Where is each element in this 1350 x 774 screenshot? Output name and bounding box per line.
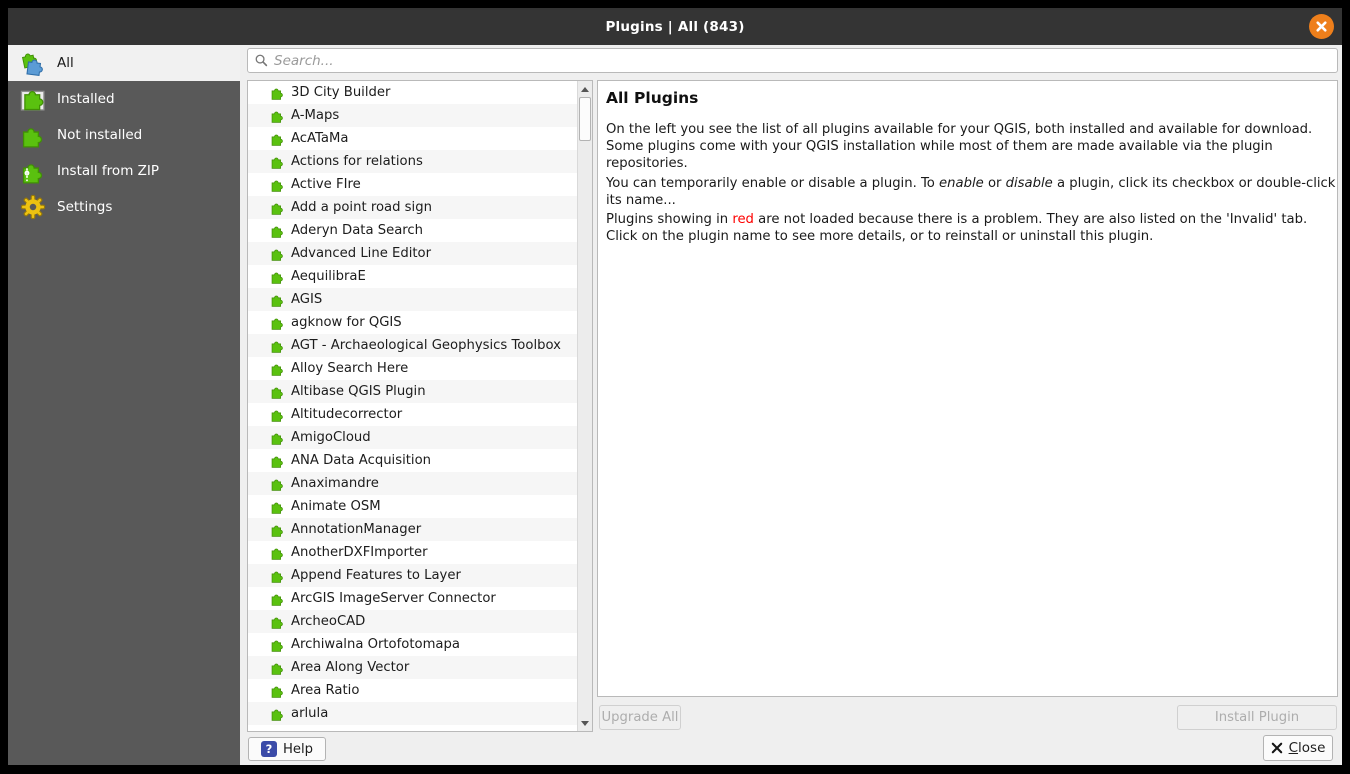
plugin-puzzle-icon [270, 246, 285, 261]
plugin-list-item[interactable] [248, 472, 577, 495]
plugin-puzzle-icon [270, 499, 285, 514]
plugin-list-item[interactable] [248, 127, 577, 150]
description-line: Some plugins come with your QGIS installation while most of them are made available via the plugin [606, 139, 1273, 155]
plugin-name: AnnotationManager [291, 522, 422, 537]
plugin-list-item[interactable] [248, 610, 577, 633]
plugins-dialog-window [8, 8, 1342, 765]
plugin-list-item[interactable] [248, 679, 577, 702]
plugin-list-item[interactable] [248, 357, 577, 380]
close-button[interactable] [1263, 735, 1333, 761]
plugin-name: arlula [291, 706, 329, 721]
close-x-glyph [1315, 20, 1328, 33]
plugin-name: AnotherDXFImporter [291, 545, 428, 560]
window-close-icon[interactable] [1309, 14, 1334, 39]
description-line: Click on the plugin name to see more details, or to reinstall or uninstall this plugin. [606, 229, 1154, 245]
plugin-puzzle-icon [270, 131, 285, 146]
plugin-name: AmigoCloud [291, 430, 371, 445]
plugin-puzzle-icon [270, 660, 285, 675]
plugin-puzzle-icon [270, 223, 285, 238]
plugin-name: A-Maps [291, 108, 340, 123]
plugin-list-item[interactable] [248, 587, 577, 610]
plugin-puzzle-icon [270, 591, 285, 606]
sidebar-item-settings[interactable] [8, 189, 240, 225]
plugin-puzzle-icon [270, 545, 285, 560]
plugin-list [247, 80, 593, 732]
plugin-name: Active FIre [291, 177, 361, 192]
plugin-puzzle-icon [270, 683, 285, 698]
plugin-list-item[interactable] [248, 449, 577, 472]
plugin-puzzle-icon [270, 177, 285, 192]
plugin-name: Animate OSM [291, 499, 381, 514]
plugin-list-item[interactable] [248, 265, 577, 288]
plugin-name: AGIS [291, 292, 323, 307]
plugin-name: Anaximandre [291, 476, 379, 491]
sidebar-item-not-installed[interactable] [8, 117, 240, 153]
plugin-list-item[interactable] [248, 380, 577, 403]
plugin-detail-panel [597, 80, 1338, 697]
description-line: its name... [606, 192, 676, 208]
plugin-description [606, 121, 1336, 245]
plugin-name: Area Ratio [291, 683, 360, 698]
plugin-list-item[interactable] [248, 81, 577, 104]
plugin-list-item[interactable] [248, 173, 577, 196]
plugin-list-item[interactable] [248, 426, 577, 449]
sidebar-item-label: Install from ZIP [57, 163, 160, 179]
install-plugin-label: Install Plugin [1214, 710, 1300, 725]
plugin-puzzle-icon [270, 614, 285, 629]
sidebar-item-label: Installed [57, 91, 115, 107]
plugin-list-item[interactable] [248, 633, 577, 656]
description-line: On the left you see the list of all plugins available for your QGIS, both installed and available for download. [606, 122, 1313, 137]
titlebar[interactable] [8, 8, 1342, 45]
plugin-list-item[interactable] [248, 495, 577, 518]
plugin-list-item[interactable] [248, 656, 577, 679]
plugin-name: AGT - Archaeological Geophysics Toolbox [291, 338, 561, 353]
close-label: Close [1288, 740, 1326, 756]
settings-gear-icon [20, 194, 46, 220]
sidebar-item-label: Settings [57, 199, 113, 215]
plugin-name: AequilibraE [291, 269, 366, 284]
plugin-puzzle-icon [270, 200, 285, 215]
scroll-down-icon[interactable] [578, 716, 592, 730]
plugin-list-item[interactable] [248, 564, 577, 587]
plugin-puzzle-icon [270, 154, 285, 169]
help-question-icon: ? [261, 741, 277, 757]
plugin-puzzle-icon [270, 292, 285, 307]
plugin-puzzle-icon [270, 108, 285, 123]
plugin-name: AcATaMa [291, 131, 349, 146]
scrollbar-thumb[interactable] [579, 97, 591, 141]
plugin-puzzle-icon [270, 384, 285, 399]
plugin-puzzle-icon [270, 637, 285, 652]
plugin-installed-icon [20, 86, 46, 112]
plugin-puzzle-icon [270, 706, 285, 721]
search-input[interactable] [274, 49, 1331, 72]
close-cross-icon [1271, 742, 1283, 754]
plugin-name: 3D City Builder [291, 85, 391, 100]
plugin-list-item[interactable] [248, 518, 577, 541]
sidebar-item-installed[interactable] [8, 81, 240, 117]
sidebar-item-all[interactable] [8, 45, 240, 81]
plugin-name: ANA Data Acquisition [291, 453, 432, 468]
plugin-puzzle-icon [270, 476, 285, 491]
plugin-puzzle-icon [270, 430, 285, 445]
plugin-rows [248, 81, 577, 731]
plugin-name: Advanced Line Editor [291, 246, 432, 261]
plugin-list-item[interactable] [248, 288, 577, 311]
plugin-list-item[interactable] [248, 104, 577, 127]
plugin-name: ArcheoCAD [291, 614, 366, 629]
sidebar [8, 45, 240, 765]
plugin-list-item[interactable] [248, 334, 577, 357]
search-box [247, 48, 1338, 73]
plugin-name: agknow for QGIS [291, 315, 402, 330]
plugin-list-item[interactable] [248, 311, 577, 334]
plugin-name: Append Features to Layer [291, 568, 461, 583]
plugin-list-item[interactable] [248, 702, 577, 725]
plugin-name: Area Along Vector [291, 660, 410, 675]
description-line: Plugins showing in red are not loaded because there is a problem. They are also listed on the 'Invalid' tab. [606, 212, 1308, 228]
upgrade-all-button[interactable] [599, 705, 681, 730]
search-icon [254, 53, 269, 68]
plugin-name: Archiwalna Ortofotomapa [291, 637, 460, 652]
plugin-puzzle-icon [270, 269, 285, 284]
plugin-puzzle-icon [270, 453, 285, 468]
description-line: You can temporarily enable or disable a plugin. To enable or disable a plugin, click its checkbox or double-click [606, 175, 1336, 191]
plugin-name: Add a point road sign [291, 200, 432, 215]
plugin-name: Alloy Search Here [291, 361, 409, 376]
plugin-name: Altitudecorrector [291, 407, 403, 422]
plugin-name: ArcGIS ImageServer Connector [291, 591, 496, 606]
plugin-list-item[interactable] [248, 541, 577, 564]
plugin-name: Altibase QGIS Plugin [291, 384, 426, 399]
description-line: repositories. [606, 156, 688, 172]
sidebar-item-install-from-zip[interactable] [8, 153, 240, 189]
sidebar-item-label: Not installed [57, 127, 143, 143]
plugin-puzzle-icon [270, 361, 285, 376]
plugin-list-item[interactable] [248, 403, 577, 426]
plugin-puzzle-icon [270, 315, 285, 330]
plugin-list-item[interactable] [248, 196, 577, 219]
plugin-puzzle-icon [270, 85, 285, 100]
upgrade-all-label: Upgrade All [601, 710, 679, 725]
plugin-puzzle-icon [270, 407, 285, 422]
install-plugin-button[interactable] [1177, 705, 1337, 730]
plugin-list-item[interactable] [248, 219, 577, 242]
window-title: Plugins | All (843) [605, 18, 745, 35]
plugin-puzzle-icon [270, 568, 285, 583]
plugin-puzzle-icon [270, 522, 285, 537]
plugin-list-item[interactable] [248, 150, 577, 173]
plugin-name: Aderyn Data Search [291, 223, 424, 238]
plugin-puzzle-icon [270, 338, 285, 353]
plugin-list-scrollbar[interactable] [577, 81, 592, 731]
plugin-zip-icon [20, 158, 46, 184]
plugins-all-icon [20, 50, 46, 76]
help-button[interactable] [248, 737, 326, 761]
plugin-name: Actions for relations [291, 154, 423, 169]
sidebar-item-label: All [57, 55, 74, 71]
detail-heading: All Plugins [606, 89, 699, 107]
help-label: Help [282, 741, 314, 757]
scroll-up-icon[interactable] [578, 82, 592, 96]
plugin-list-item[interactable] [248, 242, 577, 265]
plugin-not-installed-icon [20, 122, 46, 148]
